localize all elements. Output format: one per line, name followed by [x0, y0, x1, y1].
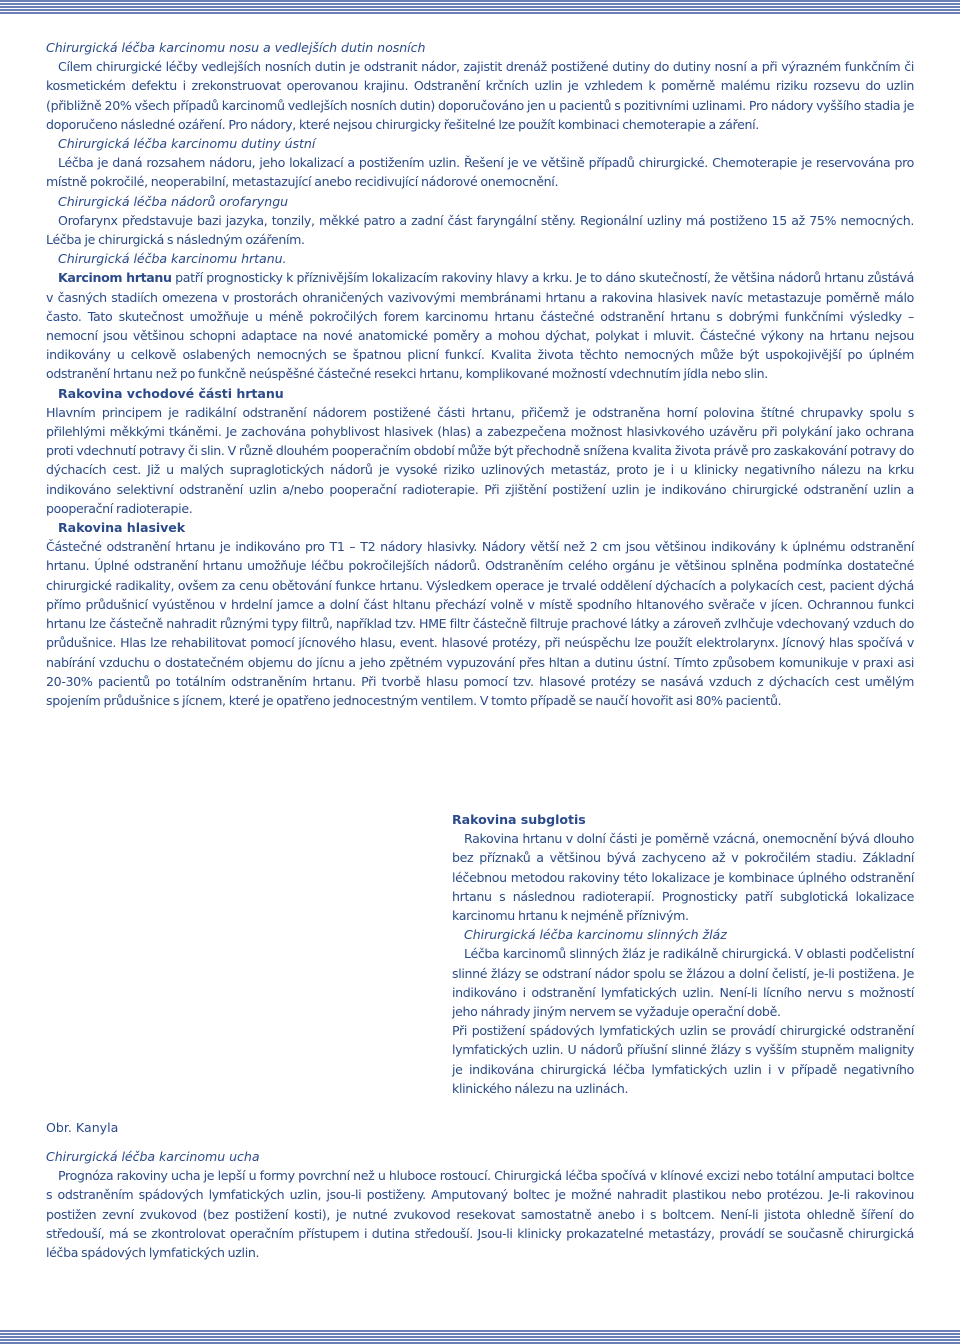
paragraph-oral-cavity: Léčba je daná rozsahem nádoru, jeho lokalizací a postižením uzlin. Řešení je ve většině případů chirurgické. Chemoterapie je reservována pro místně pokročilé, neoperabilní, metastazující anebo recidivující nádorové onemocnění. [46, 155, 914, 190]
heading-glottis: Rakovina hlasivek [58, 520, 186, 536]
larynx-lead-bold: Karcinom hrtanu [58, 270, 172, 286]
paragraph-salivary-a: Léčba karcinomů slinných žláz je radikálně chirurgická. V oblasti podčelistní slinné žlázy se odstraní nádor spolu se žlázou a dolní čelistí, je-li postižena. Je indikováno i odstranění lymfatických uzlin. Není-li lícního nervu s možností jeho náhrady jiným nervem se vyžaduje operační době. [452, 946, 914, 1020]
heading-subglottis: Rakovina subglotis [452, 812, 586, 827]
paragraph-nose-sinus: Cílem chirurgické léčby vedlejších nosních dutin je odstranit nádor, zajistit drenáž postižené dutiny do dutiny nosní a při výrazném funkčním či kosmetickém defektu i zrekonstruovat operovanou krajinu. Odstranění krčních uzlin je vzhledem k poměrně malému riziku rozsevu do uzlin (přibližně 20% všech případů karcinomů vedlejších nosních dutin) doporučováno jen u pacientů s pozitivními uzlinami. Pro nádory vyššího stadia je doporučeno následné ozáření. Pro nádory, které nejsou chirurgicky řešitelné lze použít kombinaci chemoterapie a záření. [46, 59, 914, 132]
bottom-section [46, 1147, 914, 1262]
heading-oropharynx: Chirurgická léčba nádorů orofaryngu [58, 193, 289, 209]
paragraph-larynx [46, 268, 914, 383]
main-column [46, 38, 914, 710]
paragraph-oropharynx: Orofarynx představuje bazi jazyka, tonzily, měkké patro a zadní část faryngální stěny. Regionální uzliny má postiženo 15 až 75% nemocných. Léčba je chirurgická s následným ozářením. [46, 212, 914, 248]
figure-caption: Obr. Kanyla [46, 1120, 119, 1135]
top-decorative-bar [0, 0, 960, 14]
heading-supraglottis: Rakovina vchodové části hrtanu [58, 385, 284, 401]
heading-oral-cavity: Chirurgická léčba karcinomu dutiny ústní [58, 136, 316, 152]
right-column [452, 810, 914, 1098]
paragraph-ear: Prognóza rakoviny ucha je lepší u formy povrchní než u hluboce rostoucí. Chirurgická léčba spočívá v klínové excizi nebo totální amputaci boltce s odstraněním spádových lymfatických uzlin, jsou-li postiženy. Amputovaný boltec je možné nahradit plastikou nebo protézou. Je-li rakovinou postižen zevní zvukovod (bez postižení kosti), je nutné zvukovod resekovat samostatně anebo i s boltcem. Není-li jistota ohledně šíření do středouší, má se zkontrolovat operačním přístupem i dutina středouší. Jsou-li klinicky prokazatelné metastázy, provádí se současně chirurgická léčba spádových lymfatických uzlin. [46, 1168, 914, 1261]
heading-ear: Chirurgická léčba karcinomu ucha [46, 1149, 260, 1164]
paragraph-supraglottis: Hlavním principem je radikální odstranění nádorem postižené části hrtanu, přičemž je odstraněna horní polovina štítné chrupavky spolu s přilehlými měkkými tkáněmi. Je zachována pohyblivost hlasivek (hlas) a zabezpečena možnost hlasivkového uzávěru při polykání jako ochrana proti vdechnutí potravy či slin. V různě dlouhém pooperačním období může být přechodně snížena kvalita života právě pro zaskakování potravy do dýchacích cest. Již u malých supraglotických nádorů je vysoké riziko uzlinových metastáz, proto je i u klinicky negativního nálezu na krku indikováno selektivní odstranění uzlin a/nebo pooperační radioterapie. Při zjištění postižení uzlin je indikováno chirurgické odstranění uzlin a pooperační radioterapie. [46, 404, 914, 516]
larynx-body-text: patří prognosticky k příznivějším lokalizacím rakoviny hlavy a krku. Je to dáno skutečností, že většina nádorů hrtanu zůstává v časných stadiích omezena v prostorách ohraničených vazivovými membránami hrtanu a rakovina hlasivek navíc metastazuje poměrně málo často. Tato skutečnost umožňuje u méně pokročilých forem karcinomu hrtanu částečné odstranění hrtanu s dobrými funkčními výsledky – nemocní jsou většinou schopni adaptace na nové anatomické poměry a mohou dýchat, polykat i mluvit. Částečné výkony na hrtanu nejsou indikovány u celkově oslabených nemocných se špatnou plicní funkcí. Kvalita života těchto nemocných může být uspokojivější po úplném odstranění hrtanu než po funkčně neúspěšné částečné resekci hrtanu, komplikované možností vdechnutím jídla nebo slin. [46, 270, 914, 382]
paragraph-salivary-b: Při postižení spádových lymfatických uzlin se provádí chirurgické odstranění lymfatických uzlin. U nádorů příušní slinné žlázy s vyšším stupněm malignity je indikována chirurgická léčba lymfatických uzlin i v případě negativního klinického nálezu na uzlinách. [452, 1023, 914, 1096]
heading-salivary: Chirurgická léčba karcinomu slinných žláz [464, 927, 727, 943]
paragraph-subglottis: Rakovina hrtanu v dolní části je poměrně vzácná, onemocnění bývá dlouho bez příznaků a většinou bývá zachyceno až v pokročilém stadiu. Základní léčebnou metodou rakoviny této lokalizace je kombinace úplného odstranění hrtanu s následnou radioterapií. Prognosticky patří subglotická lokalizace karcinomu hrtanu k nejméně příznivým. [452, 831, 914, 924]
paragraph-glottis: Částečné odstranění hrtanu je indikováno pro T1 – T2 nádory hlasivky. Nádory větší než 2 cm jsou většinou indikovány k úplnému odstranění hrtanu. Úplné odstranění hrtanu umožňuje léčbu pokročilejších nádorů. Odstraněním celého orgánu je většinou splněna podmínka dostatečné chirurgické radikality, ovšem za cenu obětování funkce hrtanu. Výsledkem operace je trvalé oddělení dýchacích a polykacích cest, pacient dýchá přímo průdušnicí vyústěnou v hrdelní jamce a dolní část hltanu přechází volně v místě spodního hltanového svěrače v jícen. Ochrannou funkci hrtanu lze částečně nahradit různými typy filtrů, například tzv. HME filtr částečně filtruje prachové látky a zároveň zvlhčuje vdechovaný vzduch do průdušnice. Hlas lze rehabilitovat pomocí jícnového hlasu, event. hlasové protézy, při neúspěchu lze použít elektrolarynx. Jícnový hlas spočívá v nabírání vzduchu o dostatečném objemu do jícnu a jeho zpětném vypuzování přes hltan a dutinu ústní. Tímto způsobem komunikuje v praxi asi 20-30% pacientů po totálním odstraněním hrtanu. Při tvorbě hlasu pomocí tzv. hlasové protézy se nasává vzduch z dýchacích cest umělým spojením průdušnice s jícnem, které je opatřeno jednocestným ventilem. V tomto případě se naučí hovořit asi 80% pacientů. [46, 539, 914, 708]
heading-nose-sinus: Chirurgická léčba karcinomu nosu a vedlejších dutin nosních [46, 40, 426, 55]
heading-larynx: Chirurgická léčba karcinomu hrtanu. [58, 251, 287, 267]
bottom-decorative-bar [0, 1330, 960, 1344]
